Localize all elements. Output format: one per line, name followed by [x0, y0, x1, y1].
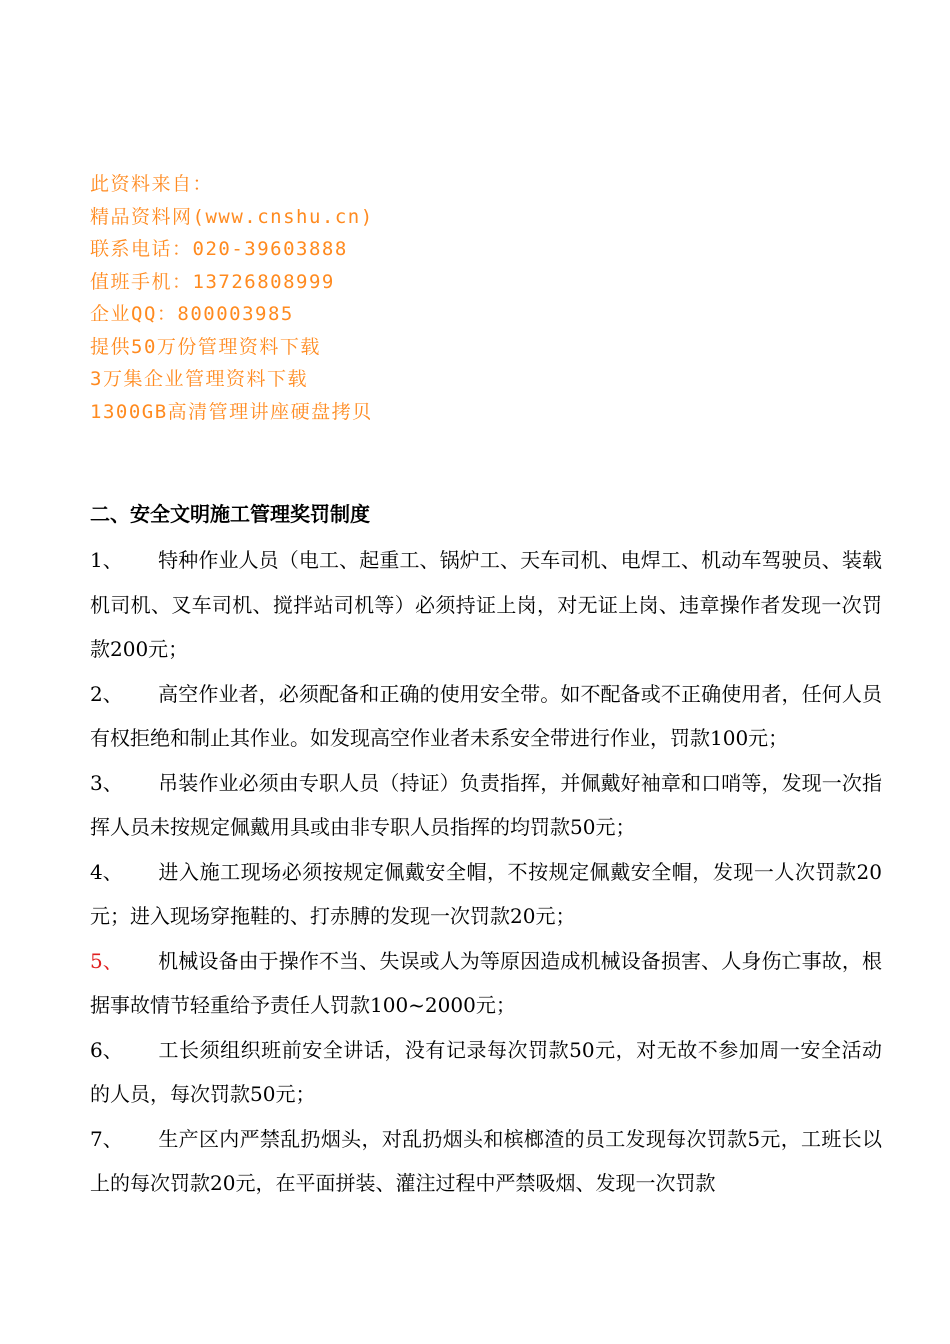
rule-text: 吊装作业必须由专职人员（持证）负责指挥，并佩戴好袖章和口哨等，发现一次指挥人员未按规定佩戴用具或由非专职人员指挥的均罚款50元；: [90, 770, 882, 839]
ad-line: 提供50万份管理资料下载: [90, 335, 321, 358]
rule-number: 4、: [90, 859, 123, 884]
rule-item: [90, 1117, 882, 1206]
rule-item: [90, 850, 882, 939]
section-title: 二、安全文明施工管理奖罚制度: [90, 502, 370, 526]
rule-item: [90, 761, 882, 850]
rule-text: 特种作业人员（电工、起重工、锅炉工、天车司机、电焊工、机动车驾驶员、装载机司机、叉车司机、搅拌站司机等）必须持证上岗，对无证上岗、违章操作者发现一次罚款200元；: [90, 548, 882, 661]
rule-text: 机械设备由于操作不当、失误或人为等原因造成机械设备损害、人身伤亡事故，根据事故情节轻重给予责任人罚款100~2000元；: [90, 948, 882, 1017]
rule-number: 3、: [90, 770, 123, 795]
ad-line: 精品资料网(www.cnshu.cn): [90, 205, 374, 228]
ad-line: 企业QQ：800003985: [90, 303, 294, 325]
rule-item: [90, 672, 882, 761]
rule-text: 生产区内严禁乱扔烟头，对乱扔烟头和槟榔渣的员工发现每次罚款5元，工班长以上的每次罚款20元，在平面拼装、灌注过程中严禁吸烟、发现一次罚款: [90, 1126, 882, 1195]
rule-item: [90, 939, 882, 1028]
rule-item: [90, 1028, 882, 1117]
rule-text: 高空作业者，必须配备和正确的使用安全带。如不配备或不正确使用者，任何人员有权拒绝和制止其作业。如发现高空作业者未系安全带进行作业，罚款100元；: [90, 681, 882, 750]
rule-number: 2、: [90, 681, 123, 706]
ad-line: 值班手机：13726808999: [90, 270, 335, 293]
rule-number: 6、: [90, 1037, 123, 1062]
document-body: [90, 494, 882, 1206]
rule-item: [90, 538, 882, 672]
ad-line: 1300GB高清管理讲座硬盘拷贝: [90, 400, 373, 423]
ad-line: 此资料来自：: [90, 173, 214, 195]
source-ad-block: [90, 168, 690, 428]
rule-number: 1、: [90, 548, 123, 572]
ad-line: 3万集企业管理资料下载: [90, 368, 308, 390]
rule-text: 工长须组织班前安全讲话，没有记录每次罚款50元，对无故不参加周一安全活动的人员，每次罚款50元；: [90, 1037, 882, 1106]
ad-line: 联系电话：020-39603888: [90, 238, 348, 260]
rule-text: 进入施工现场必须按规定佩戴安全帽，不按规定佩戴安全帽，发现一人次罚款20元；进入现场穿拖鞋的、打赤膊的发现一次罚款20元；: [90, 859, 882, 928]
rule-number-highlighted: 5、: [90, 948, 123, 973]
rule-number: 7、: [90, 1126, 123, 1151]
